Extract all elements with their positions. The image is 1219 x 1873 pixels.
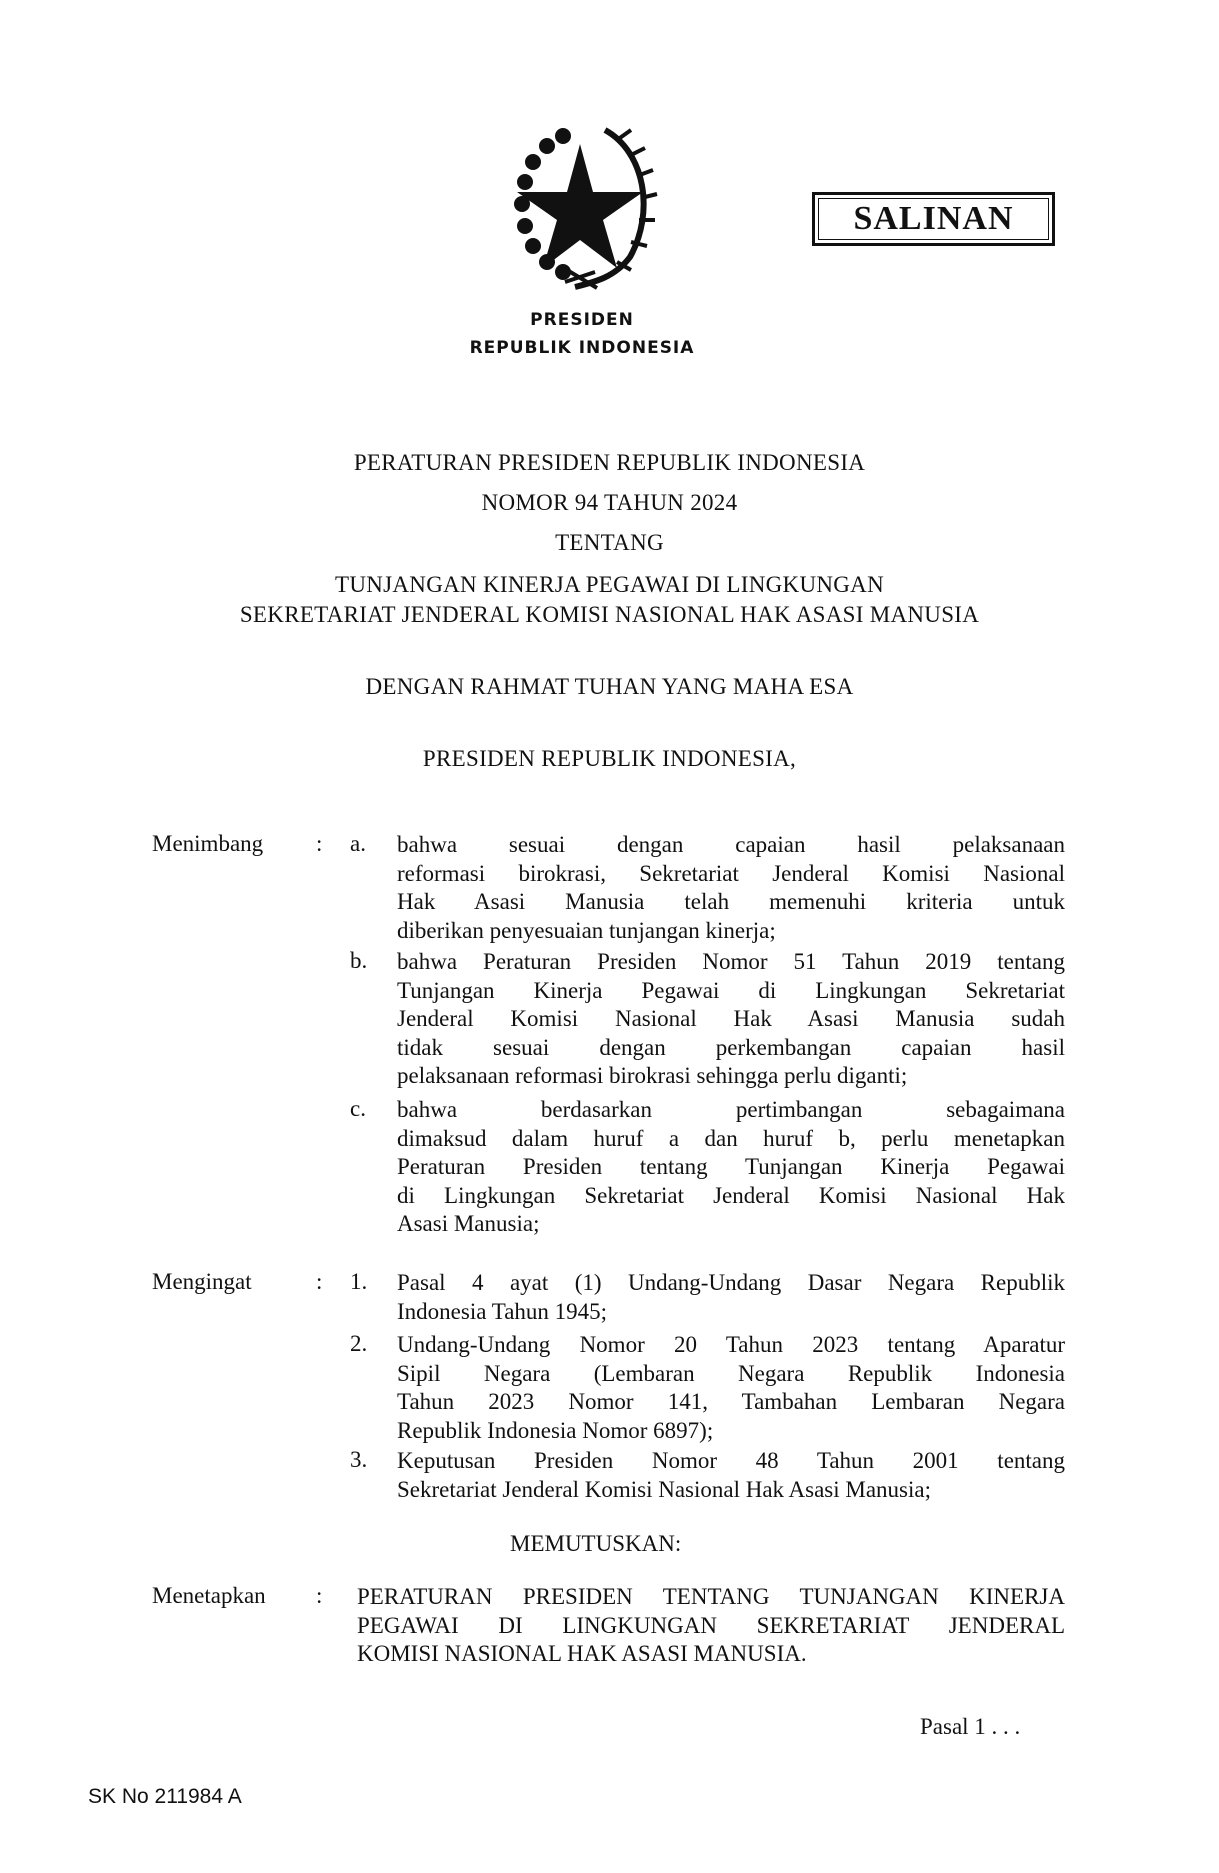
item-marker: b. bbox=[350, 948, 368, 973]
item-marker: 1. bbox=[350, 1269, 368, 1294]
menimbang-item-b bbox=[397, 948, 1065, 1091]
text-line: dimaksud dalam huruf a dan huruf b, perlu menetapkan bbox=[397, 1125, 1065, 1151]
memutuskan-heading: MEMUTUSKAN: bbox=[510, 1531, 682, 1556]
text-line: di Lingkungan Sekretariat Jenderal Komisi Nasional Hak bbox=[397, 1182, 1065, 1208]
mengingat-colon: : bbox=[316, 1269, 323, 1294]
title-line3: TENTANG bbox=[555, 530, 664, 555]
menimbang-label: Menimbang bbox=[152, 831, 264, 856]
mengingat-item-3 bbox=[397, 1447, 1065, 1504]
text-line: diberikan penyesuaian tunjangan kinerja; bbox=[397, 917, 776, 943]
menetapkan-label: Menetapkan bbox=[152, 1583, 266, 1608]
text-line: tidak sesuai dengan perkembangan capaian hasil bbox=[397, 1034, 1065, 1060]
mengingat-item-1 bbox=[397, 1269, 1065, 1326]
salinan-stamp: SALINAN bbox=[812, 192, 1055, 246]
mengingat-label: Mengingat bbox=[152, 1269, 252, 1294]
text-line: Keputusan Presiden Nomor 48 Tahun 2001 tentang bbox=[397, 1448, 1065, 1473]
title-line2: NOMOR 94 TAHUN 2024 bbox=[481, 490, 738, 515]
text-line: Peraturan Presiden tentang Tunjangan Kinerja Pegawai bbox=[397, 1154, 1065, 1179]
menimbang-item-c bbox=[397, 1096, 1065, 1239]
text-line: Hak Asasi Manusia telah memenuhi kriteria untuk bbox=[397, 889, 1065, 914]
item-marker: a. bbox=[350, 831, 366, 856]
text-line: Indonesia Tahun 1945; bbox=[397, 1298, 608, 1324]
item-marker: 3. bbox=[350, 1447, 368, 1472]
text-line: bahwa Peraturan Presiden Nomor 51 Tahun 2019 tentang bbox=[397, 949, 1065, 974]
text-line: Sekretariat Jenderal Komisi Nasional Hak Asasi Manusia; bbox=[397, 1476, 931, 1502]
text-line: PEGAWAI DI LINGKUNGAN SEKRETARIAT JENDERAL bbox=[357, 1612, 1065, 1638]
text-line: Republik Indonesia Nomor 6897); bbox=[397, 1417, 714, 1443]
text-line: pelaksanaan reformasi birokrasi sehingga perlu diganti; bbox=[397, 1063, 908, 1088]
menetapkan-text bbox=[357, 1583, 1065, 1669]
blessing: DENGAN RAHMAT TUHAN YANG MAHA ESA bbox=[365, 674, 854, 699]
menimbang-colon: : bbox=[316, 831, 323, 856]
menetapkan-colon: : bbox=[316, 1583, 323, 1608]
text-line: bahwa berdasarkan pertimbangan sebagaimana bbox=[397, 1097, 1065, 1122]
presidential-emblem-icon bbox=[505, 122, 665, 292]
text-line: bahwa sesuai dengan capaian hasil pelaksanaan bbox=[397, 832, 1065, 857]
office-line1: PRESIDEN bbox=[530, 310, 634, 330]
text-line: Tunjangan Kinerja Pegawai di Lingkungan Sekretariat bbox=[397, 977, 1065, 1003]
text-line: KOMISI NASIONAL HAK ASASI MANUSIA. bbox=[357, 1641, 807, 1666]
serial-number: SK No 211984 A bbox=[88, 1785, 242, 1808]
item-marker: 2. bbox=[350, 1331, 368, 1356]
text-line: Pasal 4 ayat (1) Undang-Undang Dasar Negara Republik bbox=[397, 1270, 1065, 1295]
office-line2: REPUBLIK INDONESIA bbox=[469, 338, 695, 358]
president-heading: PRESIDEN REPUBLIK INDONESIA, bbox=[422, 746, 797, 771]
item-marker: c. bbox=[350, 1096, 366, 1121]
title-line5: SEKRETARIAT JENDERAL KOMISI NASIONAL HAK ASASI MANUSIA bbox=[239, 602, 980, 627]
next-page-indicator: Pasal 1 . . . bbox=[920, 1714, 1021, 1739]
text-line: reformasi birokrasi, Sekretariat Jenderal Komisi Nasional bbox=[397, 860, 1065, 886]
text-line: Tahun 2023 Nomor 141, Tambahan Lembaran Negara bbox=[397, 1389, 1065, 1414]
text-line: Asasi Manusia; bbox=[397, 1211, 540, 1236]
text-line: Jenderal Komisi Nasional Hak Asasi Manusia sudah bbox=[397, 1006, 1065, 1031]
text-line: Sipil Negara (Lembaran Negara Republik Indonesia bbox=[397, 1360, 1065, 1386]
text-line: PERATURAN PRESIDEN TENTANG TUNJANGAN KINERJA bbox=[357, 1584, 1065, 1609]
title-line4: TUNJANGAN KINERJA PEGAWAI DI LINGKUNGAN bbox=[334, 572, 885, 597]
text-line: Undang-Undang Nomor 20 Tahun 2023 tentang Aparatur bbox=[397, 1332, 1065, 1357]
menimbang-item-a bbox=[397, 831, 1065, 945]
mengingat-item-2 bbox=[397, 1331, 1065, 1445]
title-line1: PERATURAN PRESIDEN REPUBLIK INDONESIA bbox=[353, 450, 866, 475]
